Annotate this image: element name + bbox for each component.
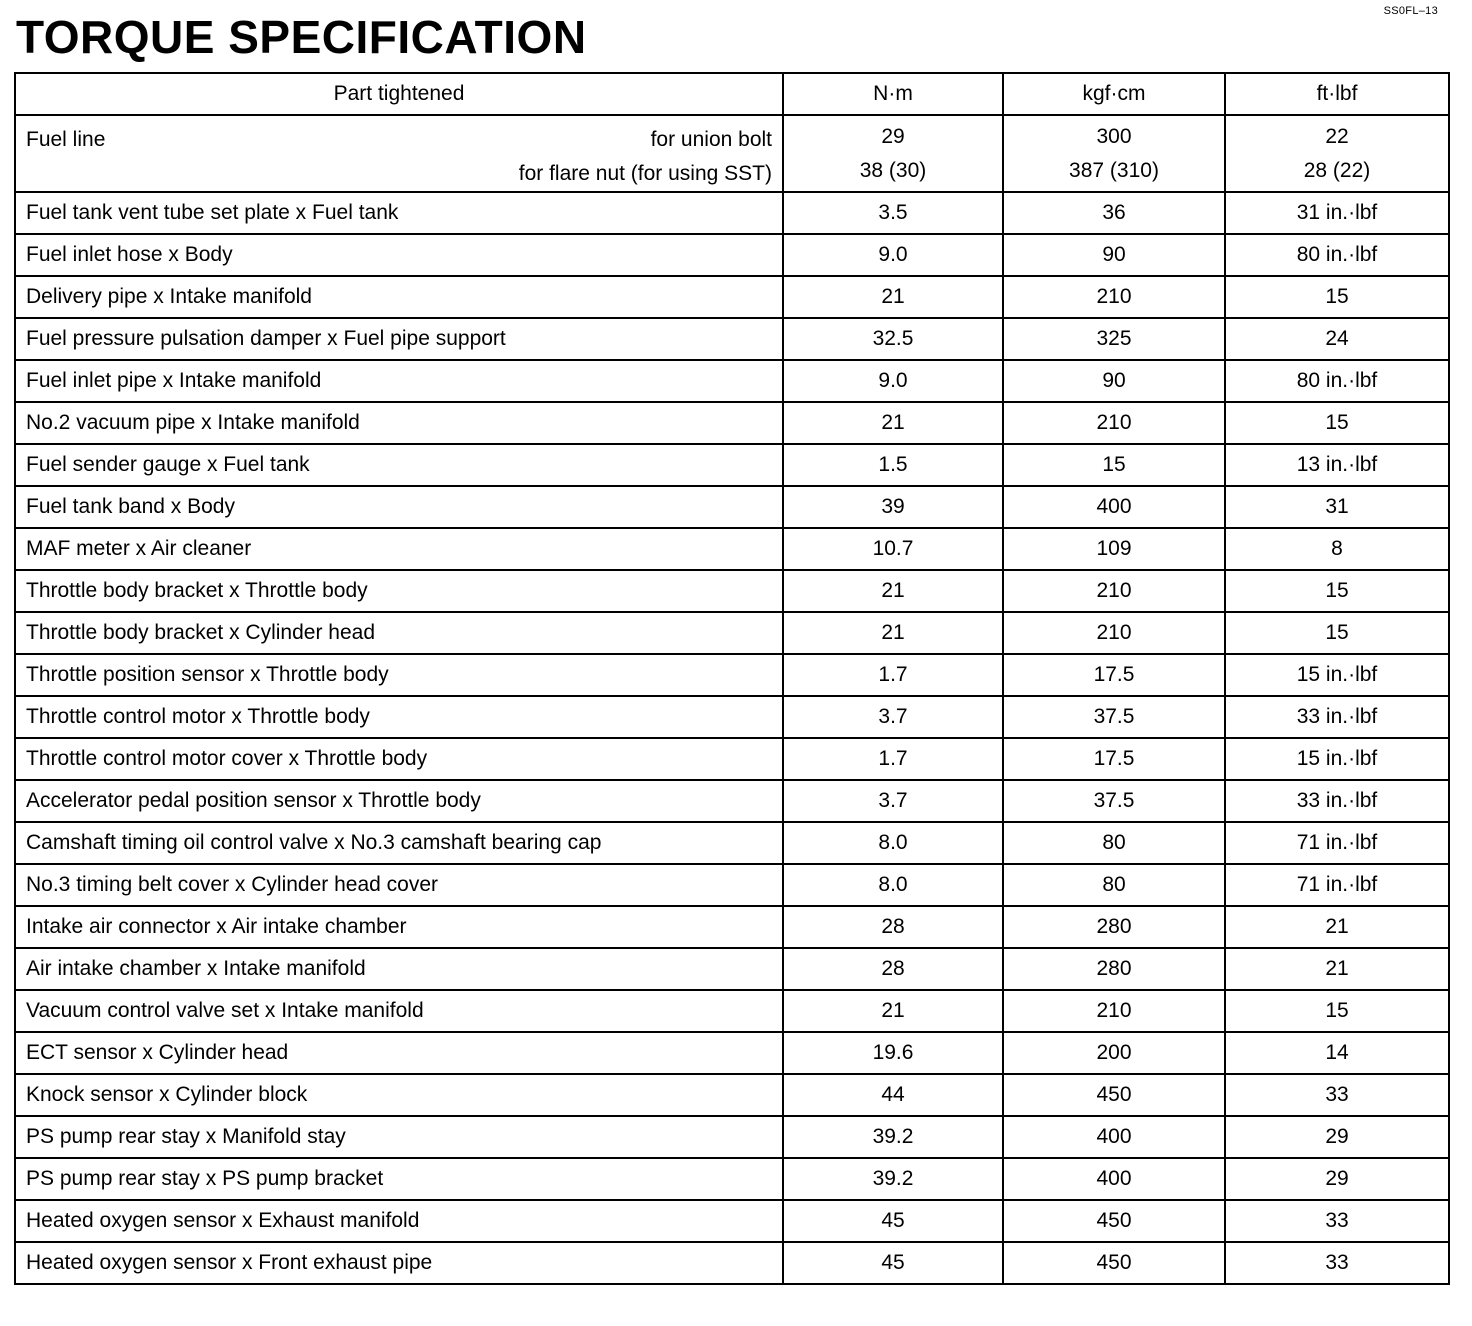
cell-nm: [783, 115, 1003, 192]
cell-nm: 45: [783, 1242, 1003, 1284]
table-row: [15, 570, 1449, 612]
cell-nm: 9.0: [783, 360, 1003, 402]
cell-kgf: 210: [1003, 570, 1225, 612]
cell-kgf: 210: [1003, 276, 1225, 318]
cell-ft: 33: [1225, 1200, 1449, 1242]
table-row: [15, 822, 1449, 864]
table-row: [15, 780, 1449, 822]
table-header-row: [15, 73, 1449, 115]
cell-part: Heated oxygen sensor x Exhaust manifold: [15, 1200, 783, 1242]
table-row: [15, 444, 1449, 486]
table-row: [15, 1158, 1449, 1200]
cell-nm: 1.7: [783, 654, 1003, 696]
table-row: [15, 1074, 1449, 1116]
cell-kgf: 400: [1003, 486, 1225, 528]
cell-part: No.2 vacuum pipe x Intake manifold: [15, 402, 783, 444]
table-row: [15, 654, 1449, 696]
cell-kgf: 80: [1003, 864, 1225, 906]
table-row: [15, 360, 1449, 402]
column-header-part: Part tightened: [15, 73, 783, 115]
cell-ft: 33: [1225, 1242, 1449, 1284]
fuel-line-sub-union-bolt: for union bolt: [650, 127, 772, 151]
cell-part: Fuel pressure pulsation damper x Fuel pipe support: [15, 318, 783, 360]
cell-part: Fuel tank vent tube set plate x Fuel tank: [15, 192, 783, 234]
table-row: [15, 906, 1449, 948]
cell-part: Fuel tank band x Body: [15, 486, 783, 528]
cell-nm: 39.2: [783, 1158, 1003, 1200]
table-row: [15, 402, 1449, 444]
cell-part: Throttle control motor cover x Throttle body: [15, 738, 783, 780]
table-row: [15, 192, 1449, 234]
cell-ft: 31 in.·lbf: [1225, 192, 1449, 234]
cell-ft: 80 in.·lbf: [1225, 234, 1449, 276]
cell-ft: 21: [1225, 948, 1449, 990]
cell-kgf: 15: [1003, 444, 1225, 486]
table-row: [15, 948, 1449, 990]
cell-part: Throttle body bracket x Cylinder head: [15, 612, 783, 654]
cell-part: Throttle position sensor x Throttle body: [15, 654, 783, 696]
cell-part: Fuel sender gauge x Fuel tank: [15, 444, 783, 486]
cell-kgf: 90: [1003, 360, 1225, 402]
fuel-line-sub-flare-nut: for flare nut (for using SST): [518, 161, 772, 185]
table-row: [15, 864, 1449, 906]
cell-ft: 31: [1225, 486, 1449, 528]
cell-part: Knock sensor x Cylinder block: [15, 1074, 783, 1116]
cell-nm: 3.7: [783, 696, 1003, 738]
cell-kgf: 280: [1003, 948, 1225, 990]
cell-kgf: 80: [1003, 822, 1225, 864]
cell-ft: 15 in.·lbf: [1225, 738, 1449, 780]
table-row: [15, 1242, 1449, 1284]
table-row: [15, 528, 1449, 570]
table-row: [15, 1116, 1449, 1158]
cell-kgf: 200: [1003, 1032, 1225, 1074]
cell-part: PS pump rear stay x PS pump bracket: [15, 1158, 783, 1200]
cell-part: PS pump rear stay x Manifold stay: [15, 1116, 783, 1158]
cell-part: MAF meter x Air cleaner: [15, 528, 783, 570]
table-row: [15, 1032, 1449, 1074]
cell-nm: 21: [783, 276, 1003, 318]
value-nm-flare: 38 (30): [859, 158, 927, 182]
cell-ft: 33: [1225, 1074, 1449, 1116]
cell-kgf: 210: [1003, 990, 1225, 1032]
cell-nm: 39: [783, 486, 1003, 528]
cell-part: Accelerator pedal position sensor x Throttle body: [15, 780, 783, 822]
column-header-nm: N·m: [783, 73, 1003, 115]
cell-ft: 24: [1225, 318, 1449, 360]
cell-ft: 8: [1225, 528, 1449, 570]
cell-part: Delivery pipe x Intake manifold: [15, 276, 783, 318]
cell-part: ECT sensor x Cylinder head: [15, 1032, 783, 1074]
cell-kgf: 37.5: [1003, 780, 1225, 822]
doc-code: SS0FL–13: [1383, 5, 1438, 17]
column-header-kgf: kgf·cm: [1003, 73, 1225, 115]
cell-kgf: [1003, 115, 1225, 192]
cell-ft: 15: [1225, 990, 1449, 1032]
cell-part: [15, 115, 783, 192]
cell-nm: 21: [783, 402, 1003, 444]
cell-ft: 15: [1225, 402, 1449, 444]
table-row: [15, 276, 1449, 318]
cell-kgf: 17.5: [1003, 738, 1225, 780]
cell-nm: 21: [783, 612, 1003, 654]
cell-ft: 33 in.·lbf: [1225, 780, 1449, 822]
table-row: [15, 234, 1449, 276]
cell-ft: 13 in.·lbf: [1225, 444, 1449, 486]
cell-kgf: 210: [1003, 402, 1225, 444]
cell-part: Heated oxygen sensor x Front exhaust pipe: [15, 1242, 783, 1284]
cell-nm: 45: [783, 1200, 1003, 1242]
value-kgf-flare: 387 (310): [1069, 158, 1159, 182]
cell-ft: 71 in.·lbf: [1225, 822, 1449, 864]
cell-nm: 28: [783, 948, 1003, 990]
cell-kgf: 280: [1003, 906, 1225, 948]
cell-part: Vacuum control valve set x Intake manifold: [15, 990, 783, 1032]
value-kgf-union: 300: [1096, 124, 1132, 148]
value-ft-union: 22: [1325, 124, 1349, 148]
cell-ft: 33 in.·lbf: [1225, 696, 1449, 738]
value-nm-union: 29: [881, 124, 905, 148]
value-ft-flare: 28 (22): [1303, 158, 1371, 182]
table-row: [15, 318, 1449, 360]
torque-spec-table: [14, 72, 1450, 1285]
cell-ft: 29: [1225, 1116, 1449, 1158]
cell-ft: 15: [1225, 570, 1449, 612]
table-row-fuel-line: [15, 115, 1449, 192]
cell-kgf: 17.5: [1003, 654, 1225, 696]
cell-kgf: 450: [1003, 1074, 1225, 1116]
cell-nm: 10.7: [783, 528, 1003, 570]
cell-ft: 14: [1225, 1032, 1449, 1074]
table-row: [15, 612, 1449, 654]
cell-ft: 15: [1225, 276, 1449, 318]
cell-nm: 32.5: [783, 318, 1003, 360]
page-title: TORQUE SPECIFICATION: [16, 11, 587, 63]
cell-part: Intake air connector x Air intake chamber: [15, 906, 783, 948]
cell-kgf: 37.5: [1003, 696, 1225, 738]
cell-part: Air intake chamber x Intake manifold: [15, 948, 783, 990]
cell-kgf: 450: [1003, 1242, 1225, 1284]
cell-ft: 80 in.·lbf: [1225, 360, 1449, 402]
cell-kgf: 210: [1003, 612, 1225, 654]
column-header-ft: ft·lbf: [1225, 73, 1449, 115]
cell-nm: 19.6: [783, 1032, 1003, 1074]
cell-ft: 71 in.·lbf: [1225, 864, 1449, 906]
cell-nm: 1.7: [783, 738, 1003, 780]
cell-ft: 15 in.·lbf: [1225, 654, 1449, 696]
cell-kgf: 36: [1003, 192, 1225, 234]
cell-nm: 8.0: [783, 822, 1003, 864]
cell-nm: 8.0: [783, 864, 1003, 906]
cell-kgf: 90: [1003, 234, 1225, 276]
cell-part: Camshaft timing oil control valve x No.3 camshaft bearing cap: [15, 822, 783, 864]
cell-nm: 9.0: [783, 234, 1003, 276]
cell-ft: [1225, 115, 1449, 192]
cell-ft: 15: [1225, 612, 1449, 654]
table-row: [15, 738, 1449, 780]
table-row: [15, 486, 1449, 528]
table-row: [15, 990, 1449, 1032]
cell-nm: 39.2: [783, 1116, 1003, 1158]
cell-nm: 21: [783, 990, 1003, 1032]
cell-part: Throttle control motor x Throttle body: [15, 696, 783, 738]
table-row: [15, 696, 1449, 738]
cell-kgf: 325: [1003, 318, 1225, 360]
cell-kgf: 400: [1003, 1158, 1225, 1200]
cell-kgf: 109: [1003, 528, 1225, 570]
cell-nm: 3.5: [783, 192, 1003, 234]
cell-ft: 29: [1225, 1158, 1449, 1200]
cell-nm: 28: [783, 906, 1003, 948]
table-row: [15, 1200, 1449, 1242]
cell-part: Fuel inlet pipe x Intake manifold: [15, 360, 783, 402]
cell-nm: 1.5: [783, 444, 1003, 486]
cell-nm: 44: [783, 1074, 1003, 1116]
cell-nm: 21: [783, 570, 1003, 612]
cell-nm: 3.7: [783, 780, 1003, 822]
cell-part: No.3 timing belt cover x Cylinder head cover: [15, 864, 783, 906]
cell-part: Throttle body bracket x Throttle body: [15, 570, 783, 612]
cell-kgf: 450: [1003, 1200, 1225, 1242]
cell-ft: 21: [1225, 906, 1449, 948]
fuel-line-label: Fuel line: [26, 127, 106, 151]
cell-part: Fuel inlet hose x Body: [15, 234, 783, 276]
cell-kgf: 400: [1003, 1116, 1225, 1158]
